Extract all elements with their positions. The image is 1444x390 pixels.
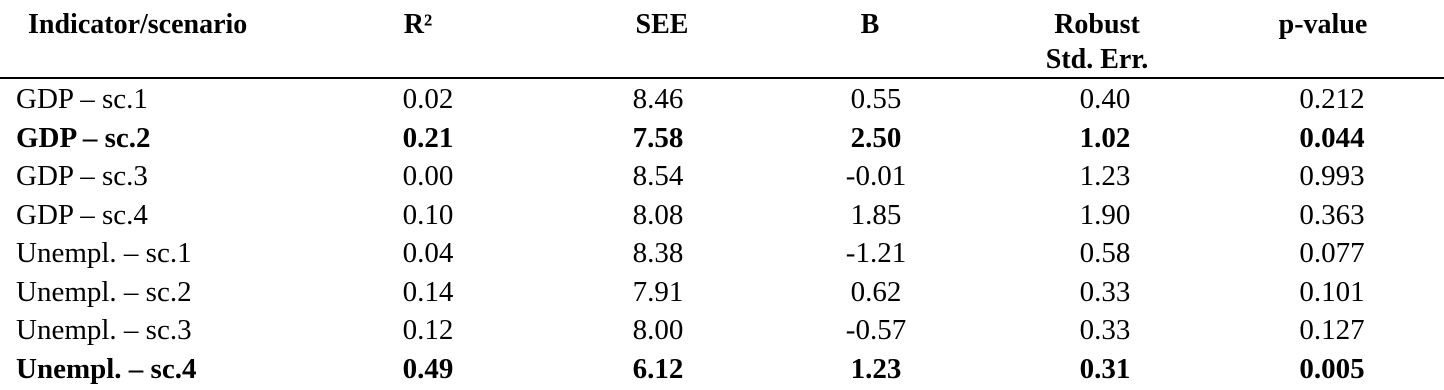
header-r2: R² — [403, 9, 433, 40]
row-robust-se: 0.58 — [1079, 237, 1131, 269]
row-r2: 0.10 — [402, 198, 454, 231]
row-pvalue: 0.363 — [1299, 198, 1365, 231]
header-pvalue: p-value — [1278, 9, 1368, 40]
row-r2: 0.12 — [402, 314, 454, 346]
row-label: GDP – sc.3 — [16, 160, 148, 192]
row-see: 8.38 — [632, 237, 684, 269]
row-see: 7.58 — [632, 121, 684, 154]
row-see: 8.08 — [632, 198, 684, 231]
header-see: SEE — [635, 9, 689, 40]
row-label: Unempl. – sc.1 — [16, 237, 192, 269]
header-b: B — [860, 9, 880, 40]
row-pvalue: 0.212 — [1299, 83, 1365, 115]
header-indicator: Indicator/scenario — [28, 9, 248, 40]
row-robust-se: 0.31 — [1079, 352, 1131, 385]
row-b: 1.23 — [850, 352, 902, 385]
row-r2: 0.49 — [402, 352, 454, 385]
row-robust-se: 0.33 — [1079, 275, 1131, 308]
row-pvalue: 0.077 — [1299, 237, 1365, 269]
row-pvalue: 0.101 — [1299, 275, 1365, 308]
row-robust-se: 1.23 — [1079, 160, 1131, 192]
row-label: GDP – sc.4 — [16, 198, 148, 231]
row-label: Unempl. – sc.2 — [16, 275, 192, 308]
row-see: 7.91 — [632, 275, 684, 308]
row-label: GDP – sc.1 — [16, 83, 148, 115]
row-pvalue: 0.127 — [1299, 314, 1365, 346]
row-label: GDP – sc.2 — [16, 121, 151, 154]
row-robust-se: 1.90 — [1079, 198, 1131, 231]
row-see: 8.00 — [632, 314, 684, 346]
row-r2: 0.04 — [402, 237, 454, 269]
row-robust-se: 1.02 — [1079, 121, 1131, 154]
row-b: -0.57 — [845, 314, 907, 346]
row-b: 0.55 — [850, 83, 902, 115]
header-robust-line1: Robust — [1054, 9, 1140, 40]
row-see: 6.12 — [632, 352, 684, 385]
row-b: -1.21 — [845, 237, 907, 269]
header-robust-line2: Std. Err. — [1045, 44, 1149, 75]
header-rule — [0, 77, 1444, 79]
row-r2: 0.02 — [402, 83, 454, 115]
row-b: 0.62 — [850, 275, 902, 308]
row-r2: 0.00 — [402, 160, 454, 192]
row-b: -0.01 — [845, 160, 907, 192]
row-robust-se: 0.33 — [1079, 314, 1131, 346]
row-pvalue: 0.005 — [1299, 352, 1365, 385]
row-robust-se: 0.40 — [1079, 83, 1131, 115]
row-see: 8.54 — [632, 160, 684, 192]
row-r2: 0.14 — [402, 275, 454, 308]
row-b: 2.50 — [850, 121, 902, 154]
row-label: Unempl. – sc.3 — [16, 314, 192, 346]
row-see: 8.46 — [632, 83, 684, 115]
row-pvalue: 0.993 — [1299, 160, 1365, 192]
row-pvalue: 0.044 — [1299, 121, 1365, 154]
row-label: Unempl. – sc.4 — [16, 352, 197, 385]
row-r2: 0.21 — [402, 121, 454, 154]
row-b: 1.85 — [850, 198, 902, 231]
